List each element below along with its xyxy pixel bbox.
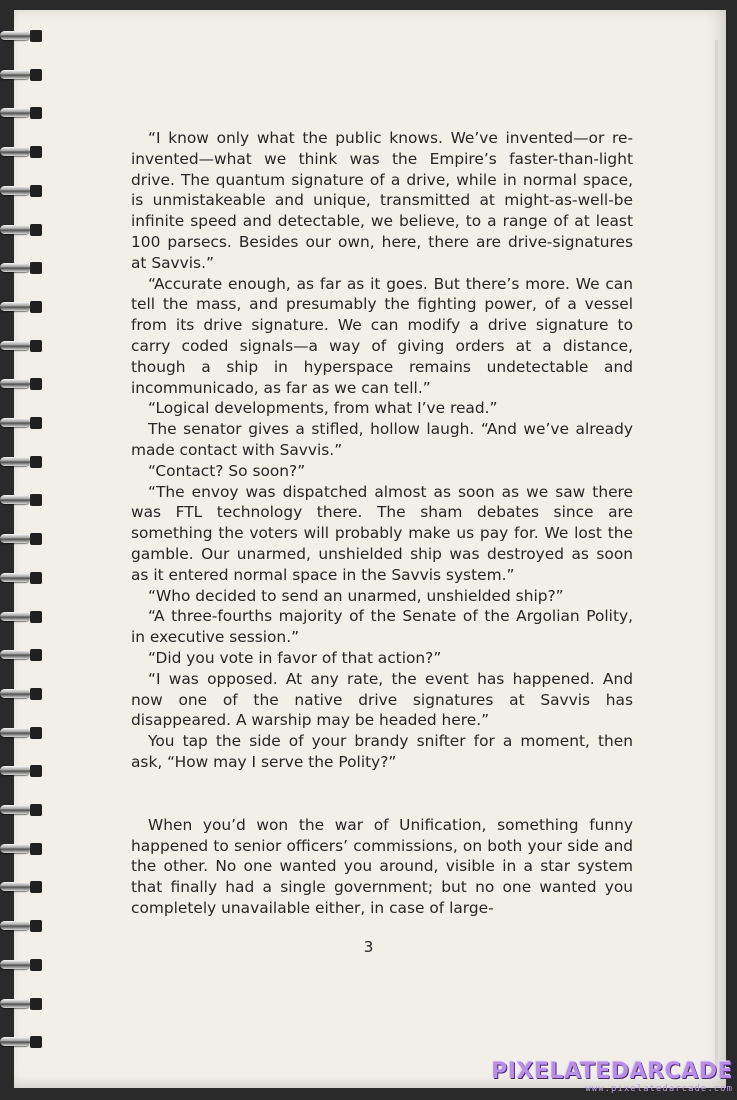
spiral-coil (0, 454, 46, 470)
spiral-coil (0, 376, 46, 392)
spiral-coil (0, 879, 46, 895)
spiral-coil (0, 996, 46, 1012)
paragraph: “The envoy was dispatched almost as soon as we saw there was FTL technology there. The sham debates since are something the voters will probably make us pay for. We lost the gamble. Our unarmed, unshielded ship was destroyed as soon as it entered normal space in the Savvis system.” (131, 482, 633, 584)
spiral-coil (0, 28, 46, 44)
spiral-coil (0, 260, 46, 276)
paragraph: “Who decided to send an unarmed, unshielded ship?” (148, 586, 564, 605)
spiral-coil (0, 841, 46, 857)
watermark-brand: PIXELATEDARCADE (491, 1059, 733, 1084)
spiral-coil (0, 763, 46, 779)
watermark-url: www.pixelatedarcade.com (585, 1084, 733, 1094)
paragraph: “Did you vote in favor of that action?” (148, 648, 442, 667)
spiral-coil (0, 531, 46, 547)
spiral-binding (0, 28, 46, 1068)
spiral-coil (0, 725, 46, 741)
spiral-coil (0, 183, 46, 199)
paragraph: “Accurate enough, as far as it goes. But there’s more. We can tell the mass, and presumably the fighting power, of a vessel from its drive signature. We can modify a drive signature to carry coded signals—a way of giving orders at a distance, though a ship in hyperspace remains undetectable and incommunicado, as far as we can tell.” (131, 274, 633, 397)
spiral-coil (0, 299, 46, 315)
spiral-coil (0, 105, 46, 121)
spiral-coil (0, 222, 46, 238)
spiral-coil (0, 338, 46, 354)
body-text (131, 128, 633, 919)
spiral-coil (0, 918, 46, 934)
spiral-coil (0, 67, 46, 83)
spiral-coil (0, 415, 46, 431)
page-edge (715, 40, 718, 1070)
spiral-coil (0, 570, 46, 586)
spiral-coil (0, 144, 46, 160)
spiral-coil (0, 492, 46, 508)
spiral-coil (0, 957, 46, 973)
paragraph: “I know only what the public knows. We’ve invented—or re-invented—what we think was the Empire’s faster-than-light drive. The quantum signature of a drive, while in normal space, is unmistakeable and unique, transmitted at might-as-well-be infinite speed and detectable, we believe, to a range of at least 100 parsecs. Besides our own, here, there are drive-signatures at Savvis.” (131, 129, 633, 272)
paragraph: “Logical developments, from what I’ve read.” (148, 399, 498, 418)
paragraph: “A three-fourths majority of the Senate of the Argolian Polity, in executive session.” (131, 607, 633, 647)
page-number: 3 (363, 938, 374, 956)
paragraph: “Contact? So soon?” (148, 461, 306, 480)
spiral-coil (0, 686, 46, 702)
spiral-coil (0, 609, 46, 625)
paragraph: When you’d won the war of Unification, something funny happened to senior officers’ commissions, on both your side and the other. No one wanted you around, visible in a star system that finally had a single government; but no one wanted you completely unavailable either, in case of large- (131, 815, 633, 917)
spiral-coil (0, 802, 46, 818)
watermark (491, 1060, 733, 1094)
paragraph: You tap the side of your brandy snifter for a moment, then ask, “How may I serve the Polity?” (131, 732, 633, 771)
spiral-coil (0, 647, 46, 663)
spiral-coil (0, 1034, 46, 1050)
paragraph: “I was opposed. At any rate, the event has happened. And now one of the native drive signatures at Savvis has disappeared. A warship may be headed here.” (131, 669, 633, 730)
paragraph: The senator gives a stifled, hollow laugh. “And we’ve already made contact with Savvis.” (131, 420, 633, 459)
